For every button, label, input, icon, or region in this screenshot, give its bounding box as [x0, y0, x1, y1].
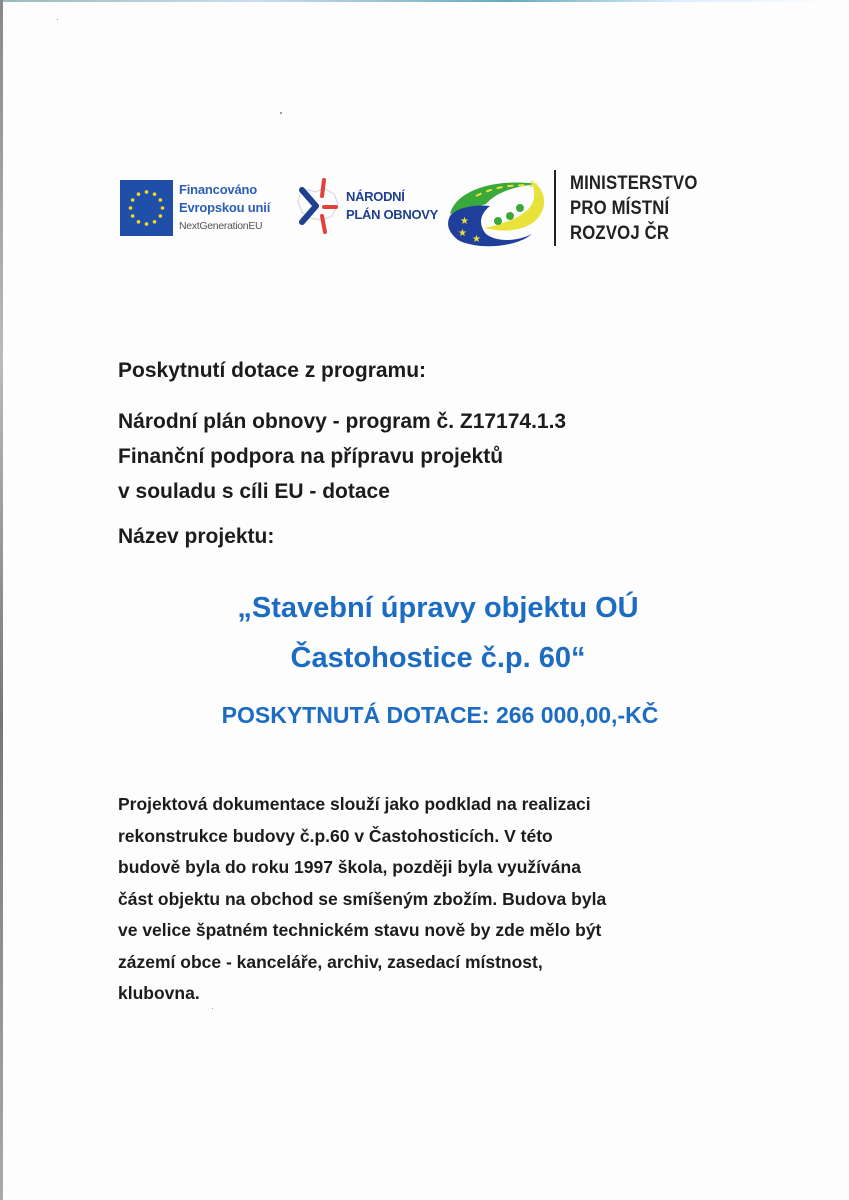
narodni-plan-obnovy-mark-icon — [294, 176, 342, 236]
description-line: zázemí obce - kanceláře, archiv, zasedací místnost, — [118, 951, 543, 972]
eu-flag-icon — [120, 180, 173, 236]
description-line: budově byla do roku 1997 škola, později byla využívána — [118, 857, 581, 877]
ministry-logo — [446, 168, 715, 248]
eu-logo-line1: Financováno — [179, 182, 257, 197]
project-name-label-block — [118, 522, 274, 551]
eu-logo-line3: NextGenerationEU — [179, 220, 263, 232]
svg-text:★: ★ — [458, 228, 467, 239]
project-title-line: Častohostice č.p. 60“ — [290, 642, 586, 674]
description-line: ve velice špatném technickém stavu nově by zde mělo být — [118, 920, 602, 940]
scan-edge-top — [0, 0, 849, 2]
intro-heading-block — [118, 356, 426, 385]
eu-funding-logo — [120, 180, 270, 236]
ministry-logo-line1: MINISTERSTVO — [570, 172, 698, 194]
project-title-line: „Stavební úpravy objektu OÚ — [237, 592, 639, 624]
eu-star-icon — [159, 214, 163, 218]
mmr-emblem-icon — [446, 168, 552, 248]
ministry-logo-line3: ROZVOJ ČR — [570, 222, 670, 244]
project-description — [118, 789, 778, 1010]
svg-text:★: ★ — [460, 216, 469, 227]
eu-star-icon — [131, 214, 135, 218]
eu-star-icon — [137, 220, 141, 224]
description-line: Projektová dokumentace slouží jako podklad na realizaci — [118, 794, 591, 814]
eu-logo-line2: Evropskou unií — [179, 200, 271, 215]
project-title — [118, 583, 758, 683]
eu-star-icon — [161, 206, 165, 210]
intro-heading: Poskytnutí dotace z programu: — [118, 359, 427, 382]
eu-star-icon — [129, 206, 133, 210]
description-line: klubovna. — [118, 983, 200, 1003]
project-name-label: Název projektu: — [118, 525, 275, 548]
program-line: Finanční podpora na přípravu projektů — [118, 445, 504, 468]
eu-star-icon — [145, 222, 149, 226]
grant-amount — [100, 700, 780, 730]
logo-divider — [554, 170, 556, 246]
eu-star-icon — [131, 198, 135, 202]
scan-edge-left — [0, 0, 3, 1200]
description-line: rekonstrukce budovy č.p.60 v Častohosticích. V této — [118, 825, 553, 846]
svg-text:★: ★ — [472, 234, 481, 245]
program-block — [118, 404, 566, 509]
eu-star-icon — [159, 198, 163, 202]
scan-speck — [280, 112, 282, 114]
logo-row — [118, 168, 718, 258]
npo-logo-line1: NÁRODNÍ — [346, 189, 405, 204]
eu-star-icon — [153, 220, 157, 224]
narodni-plan-obnovy-logo — [294, 176, 438, 236]
scan-speck — [57, 19, 58, 20]
description-line: část objektu na obchod se smíšeným zbožím. Budova byla — [118, 888, 607, 909]
grant-amount-text: POSKYTNUTÁ DOTACE: 266 000,00,-KČ — [221, 702, 659, 728]
program-line: Národní plán obnovy - program č. Z17174.1.3 — [118, 410, 567, 433]
program-line: v souladu s cíli EU - dotace — [118, 480, 390, 503]
ministry-logo-line2: PRO MÍSTNÍ — [570, 197, 670, 219]
eu-star-icon — [153, 192, 157, 196]
eu-star-icon — [137, 192, 141, 196]
eu-star-icon — [145, 190, 149, 194]
npo-logo-line2: PLÁN OBNOVY — [346, 207, 439, 222]
